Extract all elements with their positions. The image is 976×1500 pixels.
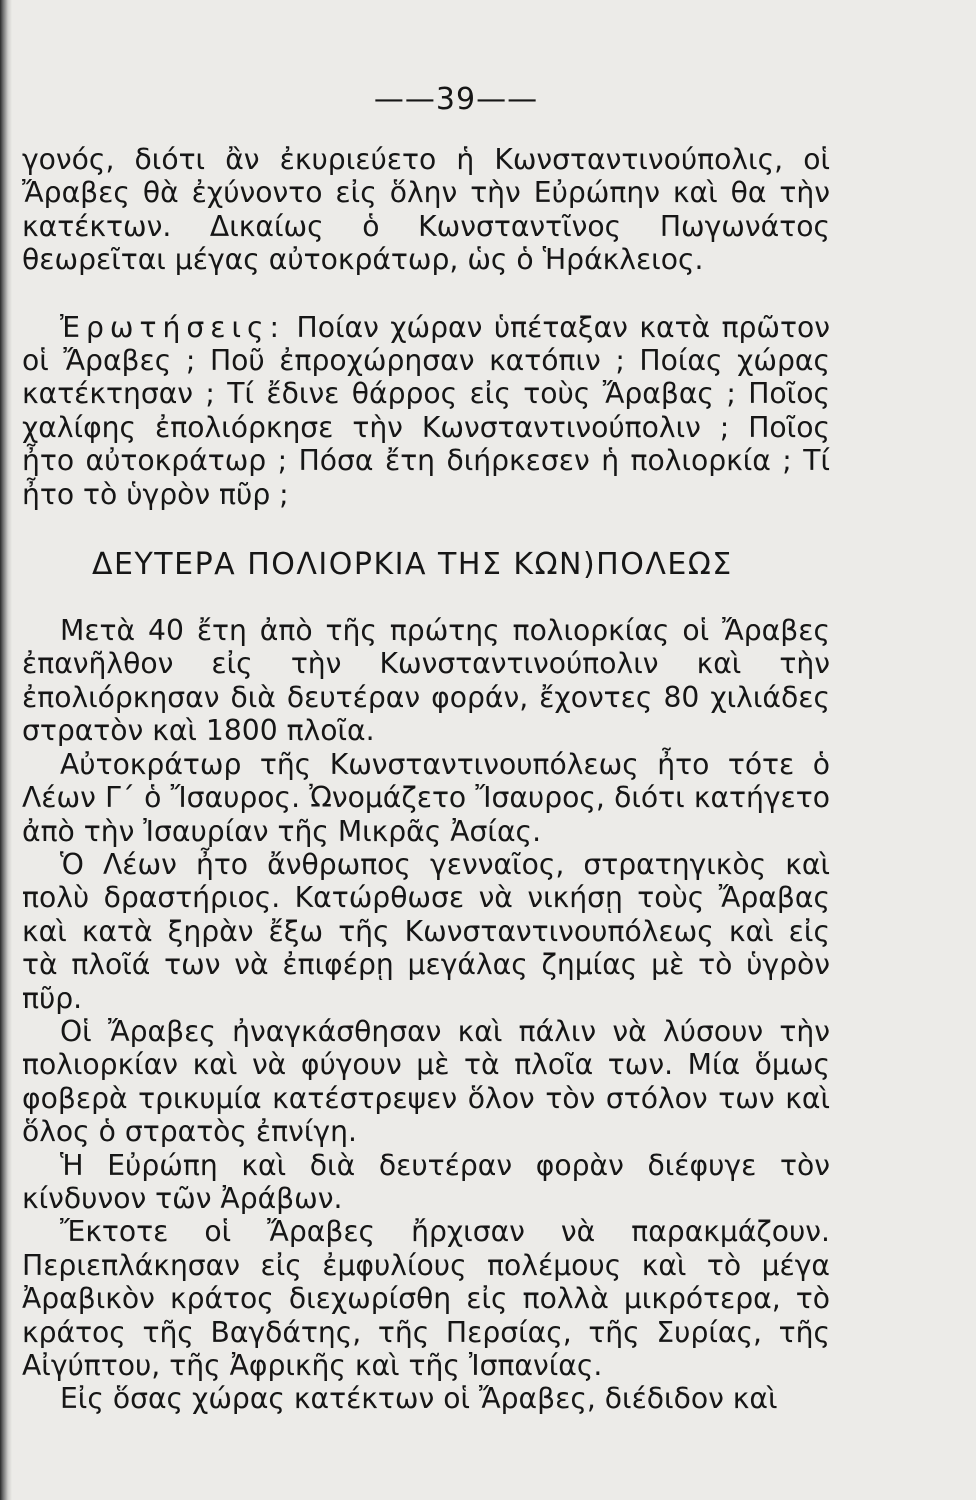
section-heading: ΔΕΥΤΕΡΑ ΠΟΛΙΟΡΚΙΑ ΤΗΣ ΚΩΝ)ΠΟΛΕΩΣ: [92, 547, 733, 583]
paragraph-7: Εἰς ὅσας χώρας κατέκτων οἱ Ἄραβες, διέδιδον καὶ: [60, 1382, 778, 1416]
intro-paragraph: γονός, διότι ἂν ἐκυριεύετο ἡ Κωνσταντινούπολις, οἱ Ἄραβες θὰ ἐχύνοντο εἰς ὅλην τὴν Εὐρώπην καὶ θα τὴν κατέκτων. Δικαίως ὁ Κωνσταντῖνος Πωγωνάτος θεωρεῖται μέγας αὐτοκράτωρ, ὡς ὁ Ἡράκλειος.: [22, 143, 830, 277]
paragraph-2: Αὐτοκράτωρ τῆς Κωνσταντινουπόλεως ἦτο τότε ὁ Λέων Γ΄ ὁ Ἴσαυρος. Ὠνομάζετο Ἴσαυρος, διότι κατήγετο ἀπὸ τὴν Ἰσαυρίαν τῆς Μικρᾶς Ἀσίας.: [22, 747, 830, 848]
paragraph-4: Οἱ Ἄραβες ἠναγκάσθησαν καὶ πάλιν νὰ λύσουν τὴν πολιορκίαν καὶ νὰ φύγουν μὲ τὰ πλοῖα των. Μία ὅμως φοβερὰ τρικυμία κατέστρεψεν ὅλον τὸν στόλον των καὶ ὅλος ὁ στρατὸς ἐπνίγη.: [22, 1014, 830, 1149]
book-page: [22, 82, 830, 1416]
paragraph-1: Μετὰ 40 ἔτη ἀπὸ τῆς πρώτης πολιορκίας οἱ Ἄραβες ἐπανῆλθον εἰς τὴν Κωνσταντινούπολιν καὶ τὴν ἐπολιόρκησαν διὰ δευτέραν φοράν, ἔχοντες 80 χιλιάδες στρατὸν καὶ 1800 πλοῖα.: [22, 614, 830, 748]
binding-edge: [0, 0, 12, 1500]
paragraph-6: Ἔκτοτε οἱ Ἄραβες ἤρχισαν νὰ παρακμάζουν. Περιεπλάκησαν εἰς ἐμφυλίους πολέμους καὶ τὸ μέγα Ἀραβικὸν κράτος διεχωρίσθη εἰς πολλὰ μικρότερα, τὸ κράτος τῆς Βαγδάτης, τῆς Περσίας, τῆς Συρίας, τῆς Αἰγύπτου, τῆς Ἀφρικῆς καὶ τῆς Ἰσπανίας.: [22, 1215, 830, 1382]
questions-label: Ἐρωτήσεις:: [60, 310, 286, 344]
page-number: ——39——: [373, 82, 539, 117]
paragraph-5: Ἡ Εὐρώπη καὶ διὰ δευτέραν φορὰν διέφυγε τὸν κίνδυνον τῶν Ἀράβων.: [22, 1148, 830, 1215]
review-questions: [22, 311, 830, 511]
questions-text: Ποίαν χώραν ὑπέταξαν κατὰ πρῶτον οἱ Ἄραβες ; Ποῦ ἐπροχώρησαν κατόπιν ; Ποίας χώρας κατέκτησαν ; Τί ἔδινε θάρρος εἰς τοὺς Ἄραβας ; Ποῖος χαλίφης ἐπολιόρκησε τὴν Κωνσταντινούπολιν ; Ποῖος ἦτο αὐτοκράτωρ ; Πόσα ἔτη διήρκεσεν ἡ πολιορκία ; Τί ἦτο τὸ ὑγρὸν πῦρ ;: [22, 310, 830, 511]
paragraph-3: Ὁ Λέων ἦτο ἄνθρωπος γενναῖος, στρατηγικὸς καὶ πολὺ δραστήριος. Κατώρθωσε νὰ νικήσῃ τοὺς Ἄραβας καὶ κατὰ ξηρὰν ἔξω τῆς Κωνσταντινουπόλεως καὶ εἰς τὰ πλοῖά των νὰ ἐπιφέρῃ μεγάλας ζημίας μὲ τὸ ὑγρὸν πῦρ.: [22, 847, 830, 1015]
